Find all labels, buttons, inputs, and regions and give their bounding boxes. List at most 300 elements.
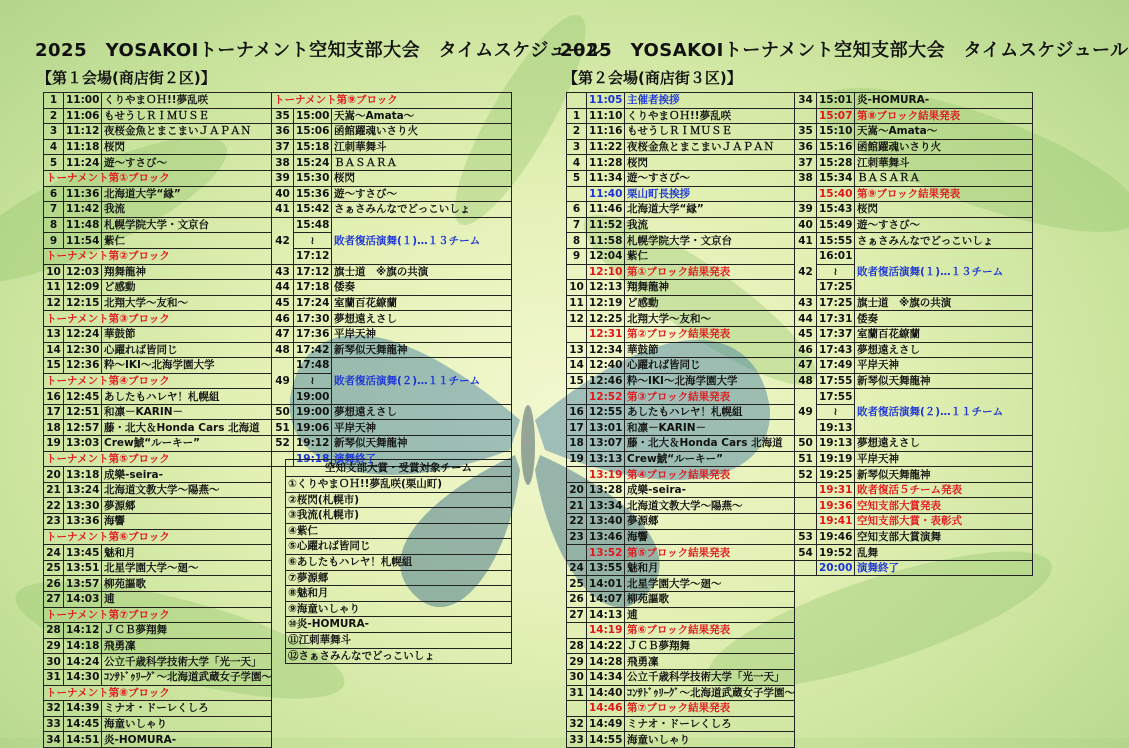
block-header-row bbox=[44, 248, 272, 264]
row-team: 第①ブロック結果発表 bbox=[625, 264, 795, 280]
row-time: 12:04 bbox=[587, 248, 625, 264]
row-time: 13:51 bbox=[64, 560, 102, 576]
table-row bbox=[44, 732, 272, 748]
row-number: 22 bbox=[567, 514, 587, 530]
row-time: 19:25 bbox=[817, 467, 855, 483]
row-number: 34 bbox=[44, 732, 64, 748]
table-row bbox=[44, 389, 272, 405]
row-team: 第③ブロック結果発表 bbox=[625, 389, 795, 405]
row-team: 成樂-seira- bbox=[102, 467, 272, 483]
row-team: 和凛－KARIN－ bbox=[102, 404, 272, 420]
row-time: 19:52 bbox=[817, 545, 855, 561]
row-number: 46 bbox=[272, 311, 294, 327]
table-row bbox=[795, 529, 1033, 545]
row-time: 13:34 bbox=[587, 498, 625, 514]
row-time: 17:55 bbox=[817, 389, 855, 405]
row-time: 14:22 bbox=[587, 638, 625, 654]
table-row bbox=[272, 326, 512, 342]
row-number: 21 bbox=[567, 498, 587, 514]
row-number: 27 bbox=[44, 592, 64, 608]
row-number: 24 bbox=[567, 560, 587, 576]
row-team: 主催者挨拶 bbox=[625, 93, 795, 109]
table-row bbox=[795, 93, 1033, 109]
row-time: 14:49 bbox=[587, 716, 625, 732]
row-team: 炎-HOMURA- bbox=[855, 93, 1033, 109]
table-row bbox=[567, 498, 795, 514]
row-time: 13:36 bbox=[64, 514, 102, 530]
row-team: 空知支部大賞演舞 bbox=[855, 529, 1033, 545]
table-row bbox=[795, 342, 1033, 358]
row-number: 35 bbox=[272, 108, 294, 124]
row-time: 15:00 bbox=[294, 108, 332, 124]
row-number: 30 bbox=[567, 669, 587, 685]
row-number: 43 bbox=[795, 295, 817, 311]
table-row bbox=[272, 280, 512, 296]
table-row bbox=[795, 482, 1033, 498]
row-number: 38 bbox=[272, 155, 294, 171]
row-number bbox=[567, 326, 587, 342]
table-row bbox=[567, 529, 795, 545]
table-row bbox=[44, 295, 272, 311]
table-row bbox=[795, 248, 1033, 264]
block-header-row bbox=[44, 170, 272, 186]
table-row bbox=[567, 420, 795, 436]
left-venue-title: 【第１会場(商店街２区)】 bbox=[37, 69, 216, 87]
table-row bbox=[795, 295, 1033, 311]
row-time: 17:37 bbox=[817, 326, 855, 342]
row-team: ミナオ・ドーレくしろ bbox=[625, 716, 795, 732]
row-team: 翔舞龍神 bbox=[625, 280, 795, 296]
row-number: 34 bbox=[795, 93, 817, 109]
row-time: 17:36 bbox=[294, 326, 332, 342]
row-time: 13:13 bbox=[587, 451, 625, 467]
row-time: 19:46 bbox=[817, 529, 855, 545]
table-row bbox=[567, 638, 795, 654]
table-row bbox=[795, 358, 1033, 374]
table-row bbox=[567, 342, 795, 358]
row-team: あしたもハレヤ！札幌組 bbox=[625, 404, 795, 420]
row-time: 12:13 bbox=[587, 280, 625, 296]
row-team: 夢源郷 bbox=[102, 498, 272, 514]
row-team: 室蘭百花繚蘭 bbox=[855, 326, 1033, 342]
table-row bbox=[272, 186, 512, 202]
row-team: ｺﾝｻﾄﾞｩﾘｰｸﾞ～北海道武蔵女子学園～ bbox=[625, 685, 795, 701]
row-time: 11:10 bbox=[587, 108, 625, 124]
row-team: 魅和月 bbox=[625, 560, 795, 576]
row-team: さぁさみんなでどっこいしょ bbox=[332, 202, 512, 218]
row-time: 14:51 bbox=[64, 732, 102, 748]
row-number: 6 bbox=[44, 186, 64, 202]
row-team: 新琴似天舞龍神 bbox=[855, 373, 1033, 389]
row-time: 17:25 bbox=[817, 295, 855, 311]
table-row bbox=[272, 264, 512, 280]
row-time: 19:13 bbox=[817, 420, 855, 436]
row-time: 14:30 bbox=[64, 669, 102, 685]
row-number: 17 bbox=[567, 420, 587, 436]
row-time: 13:46 bbox=[587, 529, 625, 545]
row-team: 第⑧ブロック結果発表 bbox=[855, 108, 1033, 124]
table-row bbox=[795, 311, 1033, 327]
table-row bbox=[567, 514, 795, 530]
row-time: 11:12 bbox=[64, 124, 102, 140]
table-row bbox=[567, 217, 795, 233]
row-number: 4 bbox=[567, 155, 587, 171]
row-number: 23 bbox=[567, 529, 587, 545]
table-row bbox=[567, 264, 795, 280]
table-row bbox=[567, 592, 795, 608]
row-time: 15:01 bbox=[817, 93, 855, 109]
row-time: 14:55 bbox=[587, 732, 625, 748]
row-time: 17:43 bbox=[817, 342, 855, 358]
right-venue-title: 【第２会場(商店街３区)】 bbox=[563, 69, 742, 87]
row-team: Crew鯱“ルーキー” bbox=[625, 451, 795, 467]
row-team: 札幌学院大学・文京台 bbox=[625, 233, 795, 249]
table-row bbox=[567, 654, 795, 670]
awards-box bbox=[285, 459, 512, 664]
row-time: 11:28 bbox=[587, 155, 625, 171]
table-row bbox=[272, 436, 512, 452]
table-row bbox=[567, 701, 795, 717]
award-team: ⑩炎-HOMURA- bbox=[286, 617, 511, 633]
row-team: 海童いしゃり bbox=[102, 716, 272, 732]
row-time: 15:18 bbox=[294, 139, 332, 155]
table-row bbox=[567, 732, 795, 748]
row-number: 27 bbox=[567, 607, 587, 623]
row-number: 47 bbox=[272, 326, 294, 342]
row-number: 3 bbox=[44, 124, 64, 140]
row-time: 19:00 bbox=[294, 404, 332, 420]
row-number bbox=[567, 701, 587, 717]
row-time: 11:40 bbox=[587, 186, 625, 202]
row-number: 11 bbox=[44, 280, 64, 296]
row-team: Crew鯱“ルーキー” bbox=[102, 436, 272, 452]
row-team: 江刺華舞斗 bbox=[332, 139, 512, 155]
table-row bbox=[795, 124, 1033, 140]
row-time: 19:19 bbox=[817, 451, 855, 467]
table-row bbox=[44, 669, 272, 685]
row-number: 2 bbox=[44, 108, 64, 124]
row-time: 19:00 bbox=[294, 389, 332, 405]
row-time: 12:46 bbox=[587, 373, 625, 389]
row-time: 14:39 bbox=[64, 701, 102, 717]
row-time: 17:48 bbox=[294, 358, 332, 374]
row-team: 第②ブロック結果発表 bbox=[625, 326, 795, 342]
row-team: 粋～IKI～北海学園大学 bbox=[625, 373, 795, 389]
row-number: 29 bbox=[44, 638, 64, 654]
row-time: 13:19 bbox=[587, 467, 625, 483]
row-number: 43 bbox=[272, 264, 294, 280]
row-team: 室蘭百花繚蘭 bbox=[332, 295, 512, 311]
table-row bbox=[795, 514, 1033, 530]
awards-title: 空知支部大賞・受賞対象チーム bbox=[286, 460, 511, 477]
row-number: 10 bbox=[44, 264, 64, 280]
row-team: 心躍れば皆同じ bbox=[102, 342, 272, 358]
row-number: 33 bbox=[44, 716, 64, 732]
row-team: ＢＡＳＡＲＡ bbox=[855, 170, 1033, 186]
row-team: 平岸天神 bbox=[332, 420, 512, 436]
row-time: 17:55 bbox=[817, 373, 855, 389]
row-number: 30 bbox=[44, 654, 64, 670]
award-team: ②桜閃(札幌市) bbox=[286, 493, 511, 509]
row-team: ＢＡＳＡＲＡ bbox=[332, 155, 512, 171]
row-number: 46 bbox=[795, 342, 817, 358]
row-team: 北翔大学～友和～ bbox=[625, 311, 795, 327]
row-team: もせうしＲＩＭＵＳＥ bbox=[102, 108, 272, 124]
block-header: トーナメント第④ブロック bbox=[44, 373, 272, 389]
row-number: 1 bbox=[567, 108, 587, 124]
row-team: 倭奏 bbox=[855, 311, 1033, 327]
table-row bbox=[567, 436, 795, 452]
block-header: トーナメント第⑥ブロック bbox=[44, 529, 272, 545]
row-time: ≀ bbox=[294, 373, 332, 389]
row-number: 1 bbox=[44, 93, 64, 109]
row-time: 14:03 bbox=[64, 592, 102, 608]
right-schedule-table-b bbox=[794, 92, 1033, 576]
row-time: 14:46 bbox=[587, 701, 625, 717]
row-team: 遊～すさび～ bbox=[102, 155, 272, 171]
row-team: 紫仁 bbox=[102, 233, 272, 249]
table-row bbox=[44, 326, 272, 342]
table-row bbox=[44, 498, 272, 514]
award-team: ④紫仁 bbox=[286, 524, 511, 540]
table-row bbox=[567, 716, 795, 732]
table-row bbox=[272, 124, 512, 140]
row-team: 桜閃 bbox=[855, 202, 1033, 218]
table-row bbox=[44, 233, 272, 249]
table-row bbox=[272, 311, 512, 327]
row-number: 37 bbox=[795, 155, 817, 171]
row-team: 飛勇凜 bbox=[625, 654, 795, 670]
row-team: くりやまＯＨ!!夢乱咲 bbox=[102, 93, 272, 109]
row-number: 38 bbox=[795, 170, 817, 186]
table-row bbox=[44, 217, 272, 233]
row-team: 桜閃 bbox=[625, 155, 795, 171]
row-time: 12:40 bbox=[587, 358, 625, 374]
row-team: 遊～すさび～ bbox=[625, 170, 795, 186]
row-number: 11 bbox=[567, 295, 587, 311]
row-team: 公立千歳科学技術大学「光一天」 bbox=[102, 654, 272, 670]
row-team: 紫仁 bbox=[625, 248, 795, 264]
table-row bbox=[44, 155, 272, 171]
row-time: 19:13 bbox=[817, 436, 855, 452]
table-row bbox=[44, 124, 272, 140]
table-row bbox=[44, 420, 272, 436]
row-team: 敗者復活演舞(１)…１３チーム bbox=[332, 217, 512, 264]
row-number: 18 bbox=[44, 420, 64, 436]
award-team: ⑫さぁさみんなでどっこいしょ bbox=[288, 649, 435, 662]
row-team: 炎-HOMURA- bbox=[102, 732, 272, 748]
row-number: 14 bbox=[567, 358, 587, 374]
block-header: トーナメント第⑤ブロック bbox=[44, 451, 272, 467]
table-row bbox=[44, 623, 272, 639]
row-team: 第④ブロック結果発表 bbox=[625, 467, 795, 483]
table-row bbox=[795, 373, 1033, 389]
row-team: 遊～すさび～ bbox=[855, 217, 1033, 233]
row-time: 13:30 bbox=[64, 498, 102, 514]
row-team: 演舞終了 bbox=[332, 451, 512, 467]
table-row bbox=[567, 482, 795, 498]
row-time: 13:52 bbox=[587, 545, 625, 561]
table-row bbox=[567, 139, 795, 155]
row-time: 17:25 bbox=[817, 280, 855, 296]
row-team: 平岸天神 bbox=[855, 451, 1033, 467]
row-team: ど感動 bbox=[625, 295, 795, 311]
award-team: ⑥あしたもハレヤ！札幌組 bbox=[286, 555, 511, 571]
row-team: くりやまＯＨ!!夢乱咲 bbox=[625, 108, 795, 124]
row-team: あしたもハレヤ！札幌組 bbox=[102, 389, 272, 405]
row-time: 12:36 bbox=[64, 358, 102, 374]
row-time: 15:36 bbox=[294, 186, 332, 202]
row-team: 新琴似天舞龍神 bbox=[332, 436, 512, 452]
table-row bbox=[44, 108, 272, 124]
row-time: 11:46 bbox=[587, 202, 625, 218]
row-number: 9 bbox=[44, 233, 64, 249]
table-row bbox=[567, 451, 795, 467]
row-number: 48 bbox=[795, 373, 817, 389]
table-row bbox=[795, 467, 1033, 483]
row-number: 12 bbox=[44, 295, 64, 311]
table-row bbox=[44, 467, 272, 483]
row-number: 10 bbox=[567, 280, 587, 296]
row-time: 14:13 bbox=[587, 607, 625, 623]
row-team: 桜閃 bbox=[102, 139, 272, 155]
table-row bbox=[272, 295, 512, 311]
row-time: 17:12 bbox=[294, 248, 332, 264]
row-team: 倭奏 bbox=[332, 280, 512, 296]
left-schedule-table-b bbox=[271, 92, 512, 467]
row-time: 13:03 bbox=[64, 436, 102, 452]
row-time: 15:30 bbox=[294, 170, 332, 186]
row-number bbox=[567, 545, 587, 561]
row-number: 31 bbox=[567, 685, 587, 701]
row-number bbox=[795, 514, 817, 530]
left-schedule-table-a bbox=[43, 92, 272, 748]
row-number: 9 bbox=[567, 248, 587, 264]
table-row bbox=[272, 170, 512, 186]
left-page-title: 2025 YOSAKOIトーナメント空知支部大会 タイムスケジュール bbox=[35, 40, 604, 61]
row-number: 50 bbox=[272, 404, 294, 420]
table-row bbox=[44, 436, 272, 452]
table-row bbox=[272, 342, 512, 358]
table-row bbox=[567, 186, 795, 202]
table-row bbox=[795, 170, 1033, 186]
row-team: もせうしＲＩＭＵＳＥ bbox=[625, 124, 795, 140]
row-number: 42 bbox=[795, 248, 817, 295]
row-number: 26 bbox=[44, 576, 64, 592]
row-time: 19:41 bbox=[817, 514, 855, 530]
table-row bbox=[272, 217, 512, 233]
row-time: 13:01 bbox=[587, 420, 625, 436]
row-time: 15:16 bbox=[817, 139, 855, 155]
table-row bbox=[272, 139, 512, 155]
row-time: 12:55 bbox=[587, 404, 625, 420]
table-row bbox=[272, 420, 512, 436]
row-number: 7 bbox=[567, 217, 587, 233]
table-row bbox=[567, 467, 795, 483]
table-row bbox=[567, 685, 795, 701]
block-header-row bbox=[44, 373, 272, 389]
row-team: 第⑥ブロック結果発表 bbox=[625, 623, 795, 639]
row-team: ｺﾝｻﾄﾞｩﾘｰｸﾞ～北海道武蔵女子学園～ bbox=[102, 669, 272, 685]
table-row bbox=[567, 311, 795, 327]
row-team: 平岸天神 bbox=[855, 358, 1033, 374]
block-header: トーナメント第⑧ブロック bbox=[44, 685, 272, 701]
row-number: 14 bbox=[44, 342, 64, 358]
row-time: 19:36 bbox=[817, 498, 855, 514]
row-number: 28 bbox=[44, 623, 64, 639]
row-number bbox=[567, 93, 587, 109]
row-number bbox=[567, 186, 587, 202]
row-team: 夜桜金魚とまこまいＪＡＰＡＮ bbox=[625, 139, 795, 155]
table-row bbox=[567, 233, 795, 249]
row-team: 魅和月 bbox=[102, 545, 272, 561]
row-team: 公立千歳科学技術大学「光一天」 bbox=[625, 669, 795, 685]
row-number: 31 bbox=[44, 669, 64, 685]
row-number: 51 bbox=[795, 451, 817, 467]
table-row bbox=[795, 436, 1033, 452]
row-time: 14:34 bbox=[587, 669, 625, 685]
row-team: 第⑨ブロック結果発表 bbox=[855, 186, 1033, 202]
row-team: 平岸天神 bbox=[332, 326, 512, 342]
row-time: 15:42 bbox=[294, 202, 332, 218]
row-time: 11:36 bbox=[64, 186, 102, 202]
table-row bbox=[44, 514, 272, 530]
row-team: 函館躍魂いさり火 bbox=[855, 139, 1033, 155]
row-team: 桜閃 bbox=[332, 170, 512, 186]
row-time: 14:19 bbox=[587, 623, 625, 639]
row-time: 12:10 bbox=[587, 264, 625, 280]
row-team: 海響 bbox=[625, 529, 795, 545]
row-team: 成樂-seira- bbox=[625, 482, 795, 498]
row-number: 41 bbox=[795, 233, 817, 249]
row-team: 海童いしゃり bbox=[625, 732, 795, 748]
row-number: 42 bbox=[272, 217, 294, 264]
block-header-row bbox=[44, 311, 272, 327]
row-time: 14:07 bbox=[587, 592, 625, 608]
block-header: トーナメント第①ブロック bbox=[44, 170, 272, 186]
award-team: ⑪江刺華舞斗 bbox=[286, 633, 511, 649]
table-row bbox=[44, 545, 272, 561]
row-team: 天嵩～Amata～ bbox=[855, 124, 1033, 140]
row-number: 26 bbox=[567, 592, 587, 608]
row-number: 25 bbox=[44, 560, 64, 576]
row-time: 11:18 bbox=[64, 139, 102, 155]
table-row bbox=[795, 217, 1033, 233]
row-number: 25 bbox=[567, 576, 587, 592]
row-number: 39 bbox=[272, 170, 294, 186]
table-row bbox=[44, 404, 272, 420]
row-team: 敗者復活演舞(２)…１１チーム bbox=[855, 389, 1033, 436]
row-team: 旗士道 ※旗の共演 bbox=[332, 264, 512, 280]
row-time: 14:01 bbox=[587, 576, 625, 592]
row-time: 12:45 bbox=[64, 389, 102, 405]
row-team: さぁさみんなでどっこいしょ bbox=[855, 233, 1033, 249]
row-time: 15:55 bbox=[817, 233, 855, 249]
row-number bbox=[567, 389, 587, 405]
table-row bbox=[567, 124, 795, 140]
row-time: 11:06 bbox=[64, 108, 102, 124]
right-page-title: 2025 YOSAKOIトーナメント空知支部大会 タイムスケジュール bbox=[560, 40, 1129, 61]
row-number bbox=[567, 623, 587, 639]
row-number: 12 bbox=[567, 311, 587, 327]
row-time: 17:12 bbox=[294, 264, 332, 280]
table-row bbox=[795, 155, 1033, 171]
row-team: 藤・北大＆Honda Cars 北海道 bbox=[625, 436, 795, 452]
row-time: 11:00 bbox=[64, 93, 102, 109]
row-number: 15 bbox=[567, 373, 587, 389]
table-row bbox=[44, 280, 272, 296]
row-time: ≀ bbox=[817, 264, 855, 280]
